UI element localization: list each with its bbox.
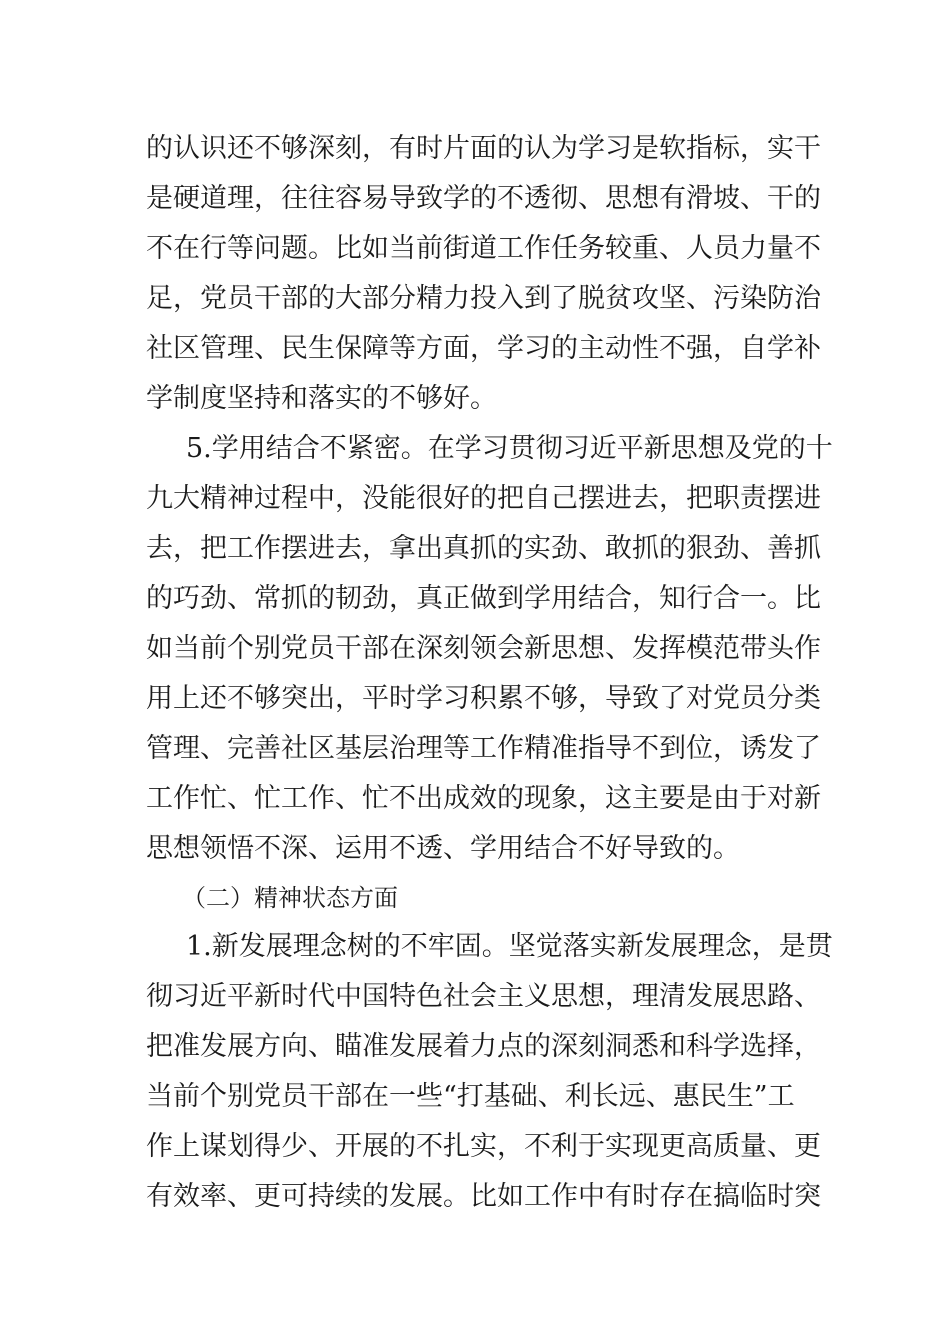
text-line: 把准发展方向、瞄准发展着力点的深刻洞悉和科学选择， — [146, 1031, 821, 1062]
text-line: 社区管理、民生保障等方面，学习的主动性不强，自学补 — [146, 333, 821, 364]
text-line: 的认识还不够深刻，有时片面的认为学习是软指标，实干 — [146, 133, 821, 164]
paragraph-2 — [146, 424, 833, 874]
text-line: 管理、完善社区基层治理等工作精准指导不到位，诱发了 — [146, 733, 821, 764]
text-line: 去，把工作摆进去，拿出真抓的实劲、敢抓的狠劲、善抓 — [146, 533, 821, 564]
text-line: 有效率、更可持续的发展。比如工作中有时存在搞临时突 — [146, 1181, 821, 1212]
text-line: 彻习近平新时代中国特色社会主义思想，理清发展思路、 — [146, 981, 821, 1012]
section-heading — [146, 873, 816, 923]
text-line: 足，党员干部的大部分精力投入到了脱贫攻坚、污染防治 — [146, 283, 821, 314]
text-line: 思想领悟不深、运用不透、学用结合不好导致的。 — [146, 833, 740, 864]
text-line: 如当前个别党员干部在深刻领会新思想、发挥模范带头作 — [146, 633, 821, 664]
text-line: 5.学用结合不紧密。在学习贯彻习近平新思想及党的十 — [186, 433, 833, 464]
text-line: 作上谋划得少、开展的不扎实，不利于实现更高质量、更 — [146, 1131, 821, 1162]
text-line: 当前个别党员干部在一些“打基础、利长远、惠民生”工 — [146, 1081, 795, 1112]
text-line: 是硬道理，往往容易导致学的不透彻、思想有滑坡、干的 — [146, 183, 821, 214]
text-line: 不在行等问题。比如当前街道工作任务较重、人员力量不 — [146, 233, 821, 264]
text-line: 用上还不够突出，平时学习积累不够，导致了对党员分类 — [146, 683, 821, 714]
section-heading-text: （二）精神状态方面 — [182, 884, 398, 912]
text-line: 的巧劲、常抓的韧劲，真正做到学用结合，知行合一。比 — [146, 583, 821, 614]
paragraph-1 — [146, 124, 821, 424]
text-line: 学制度坚持和落实的不够好。 — [146, 383, 497, 414]
text-line: 九大精神过程中，没能很好的把自己摆进去，把职责摆进 — [146, 483, 821, 514]
text-line: 工作忙、忙工作、忙不出成效的现象，这主要是由于对新 — [146, 783, 821, 814]
text-line: 1.新发展理念树的不牢固。坚觉落实新发展理念，是贯 — [186, 931, 833, 962]
paragraph-3 — [146, 922, 833, 1222]
